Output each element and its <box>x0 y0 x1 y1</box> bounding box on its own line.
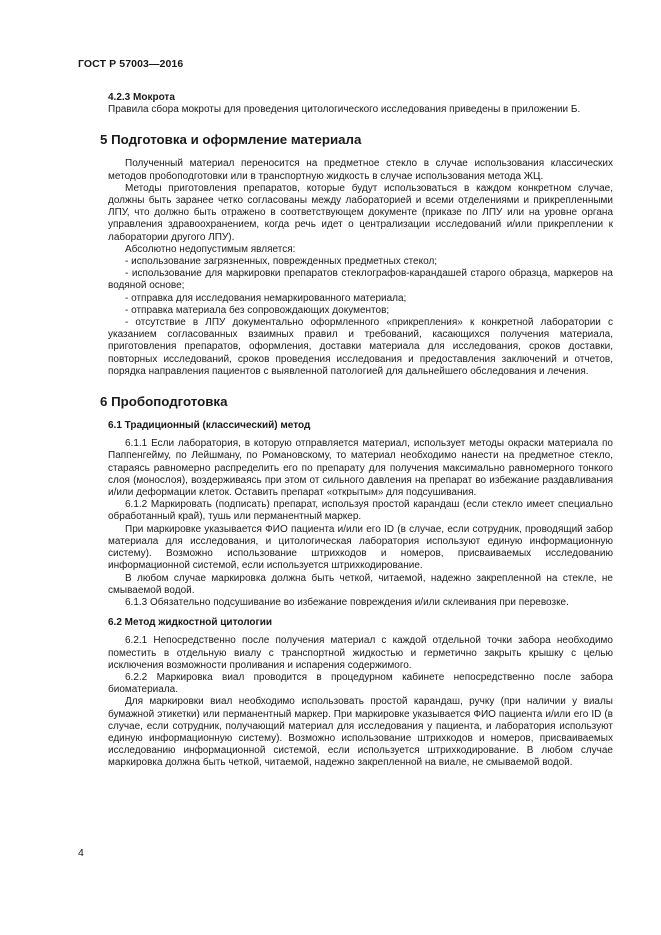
section-6-2-paragraph: Для маркировки виал необходимо использовать простой карандаш, ручку (при наличии у виалы бумажной этикетки) или перманентный маркер. При маркировке указывается ФИО пациента и/или его ID (в случае, если сотрудник, получающий материал для исследования у пациента, и лаборатория используют единую информационную систему). Возможно использование штрихкодов и номеров, присваиваемых исследованию информационной системой, если используется штрихкодирование. В любом случае маркировка должна быть четкой, читаемой, надежно закрепленной на виале, не смываемой водой. <box>108 696 613 769</box>
section-5-list-item: - отсутствие в ЛПУ документально оформленного «прикрепления» к конкретной лаборатории с указанием согласованных взаимных правил и требований, касающихся получения материала, приготовления препаратов, оформления, доставки материала для исследования, сроков доставки, повторных исследований, сроков проведения исследования и предоставления заключений и отчетов, порядка направления пациентов с выявленной патологией для дальнейшего обследования и лечения. <box>108 317 613 377</box>
subsection-title-6-1: 6.1 Традиционный (классический) метод <box>108 420 311 432</box>
section-5-list-item: - использование загрязненных, поврежденных предметных стекол; <box>125 256 438 268</box>
section-title-5: 5 Подготовка и оформление материала <box>100 132 362 148</box>
section-5-list-item: - отправка материала без сопровождающих документов; <box>125 304 390 316</box>
section-6-1-paragraph: В любом случае маркировка должна быть четкой, читаемой, надежно закрепленной на стекле, не смываемой водой. <box>108 572 613 596</box>
section-5-paragraph: Полученный материал переносится на предметное стекло в случае использования классических методов пробоподготовки или в транспортную жидкость в случае использования метода ЖЦ. <box>108 158 613 182</box>
section-5-list-item: - использование для маркировки препаратов стеклографов-карандашей старого образца, маркеров на водяной основе; <box>108 268 613 292</box>
section-5-paragraph: Абсолютно недопустимым является: <box>125 243 296 255</box>
section-6-1-paragraph: 6.1.2 Маркировать (подписать) препарат, используя простой карандаш (если стекло имеет специально обработанный край), тушь или перманентный маркер. <box>108 499 613 523</box>
section-title-6: 6 Пробоподготовка <box>100 394 228 410</box>
section-6-2-paragraph: 6.2.1 Непосредственно после получения материал с каждой отдельной точки забора необходимо поместить в отдельную виалу с транспортной жидкостью и герметично закрыть крышку с целью исключения возможности проливания и испарения содержимого. <box>108 635 613 671</box>
page-number: 4 <box>78 847 84 859</box>
document-code-header: ГОСТ Р 57003—2016 <box>78 58 184 70</box>
section-6-1-paragraph: 6.1.3 Обязательно подсушивание во избежание повреждения и/или склеивания при перевозке. <box>125 596 569 608</box>
subsection-title-6-2: 6.2 Метод жидкостной цитологии <box>108 617 272 629</box>
subsection-text-4-2-3: Правила сбора мокроты для проведения цитологического исследования приведены в приложении Б. <box>108 104 581 116</box>
section-6-1-paragraph: 6.1.1 Если лаборатория, в которую отправляется материал, использует методы окраски материала по Паппенгейму, по Лейшману, по Романовскому, то материал необходимо нанести на предметное стекло, стараясь равномерно распределить его по препарату для получения максимально равномерного тонкого слоя (монослоя), воздерживаясь при этом от сильного давления на препарат во избежание раздавливания и/или деформации клеток. Оставить препарат «открытым» для подсушивания. <box>108 438 613 499</box>
section-6-2-paragraph: 6.2.2 Маркировка виал проводится в процедурном кабинете непосредственно после забора биоматериала. <box>108 671 613 696</box>
page-content <box>100 92 613 770</box>
section-5-paragraph: Методы приготовления препаратов, которые будут использоваться в каждом конкретном случае, должны быть заранее четко согласованы между лабораторией и всеми отделениями и прикрепленными ЛПУ, что должно быть отражено в соответствующем документе (приказе по ЛПУ или на уровне органа управления здравоохранением, когда речь идет о централизации исследований и/или прикреплении к лаборатории другого ЛПУ). <box>108 182 613 243</box>
section-5-list-item: - отправка для исследования немаркированного материала; <box>125 292 407 304</box>
subsection-title-4-2-3: 4.2.3 Мокрота <box>108 92 175 103</box>
section-6-1-paragraph: При маркировке указывается ФИО пациента и/или его ID (в случае, если сотрудник, проводящий забор материала для исследования, и цитологическая лаборатория используют единую информационную систему). Возможно использование штрихкодов и номеров, присваиваемых исследованию информационной системой, если используется штрихкодирование. <box>108 523 613 572</box>
